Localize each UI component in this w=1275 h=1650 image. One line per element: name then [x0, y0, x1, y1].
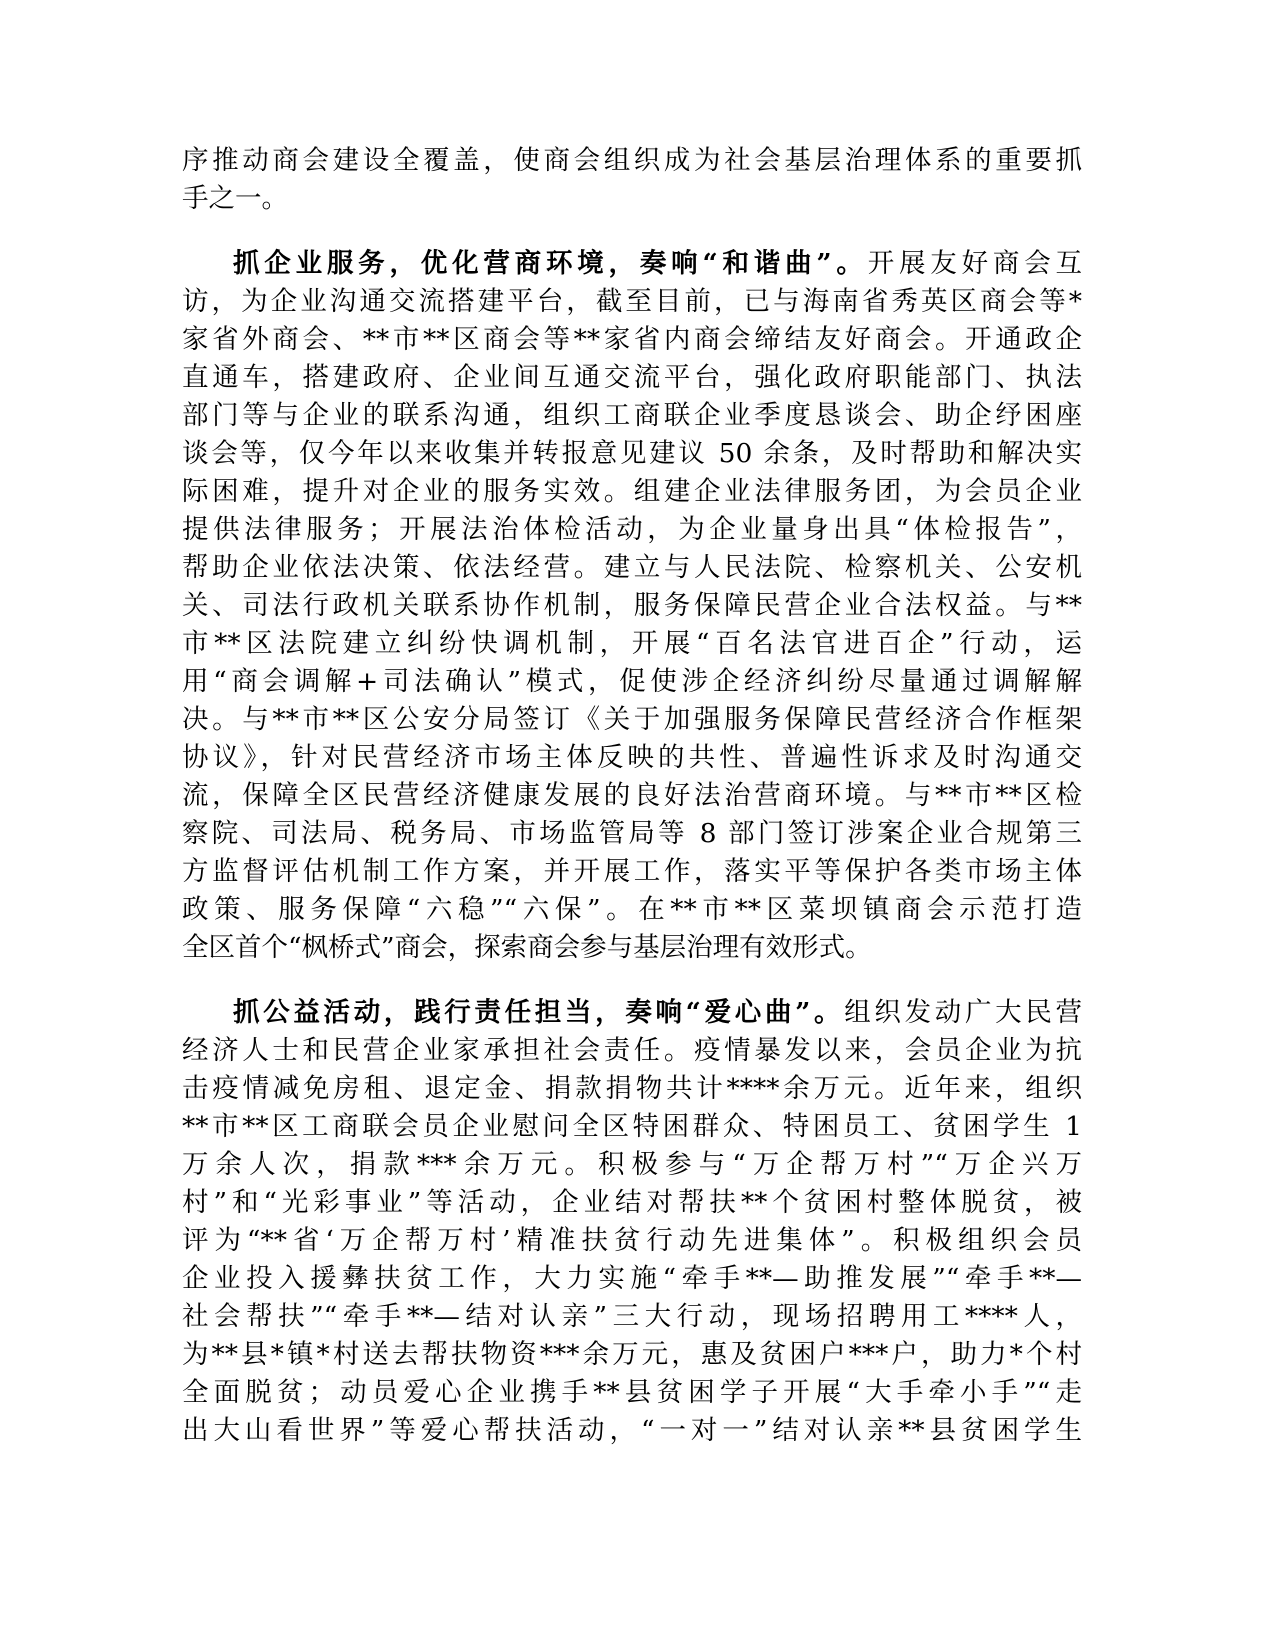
paragraph-line: 协议》，针对民营经济市场主体反映的共性、普遍性诉求及时沟通交 [182, 742, 1082, 773]
paragraph-text: 开展友好商会互 [867, 248, 1082, 279]
paragraph-line: 为**县*镇*村送去帮扶物资***余万元，惠及贫困户***户，助力*个村 [182, 1339, 1082, 1370]
paragraph-line: 关、司法行政机关联系协作机制，服务保障民营企业合法权益。与** [182, 590, 1082, 621]
paragraph-line: 击疫情减免房租、退定金、捐款捐物共计****余万元。近年来，组织 [182, 1073, 1082, 1104]
paragraph-line: 方监督评估机制工作方案，并开展工作，落实平等保护各类市场主体 [182, 856, 1082, 887]
paragraph-line: 决。与**市**区公安分局签订《关于加强服务保障民营经济合作框架 [182, 704, 1082, 735]
paragraph-line: 访，为企业沟通交流搭建平台，截至目前，已与海南省秀英区商会等* [182, 286, 1082, 317]
paragraph-line [233, 245, 1082, 283]
paragraph-line: 用“商会调解+司法确认”模式，促使涉企经济纠纷尽量通过调解解 [182, 666, 1082, 697]
paragraph-line: 帮助企业依法决策、依法经营。建立与人民法院、检察机关、公安机 [182, 552, 1082, 583]
paragraph-line: 流，保障全区民营经济健康发展的良好法治营商环境。与**市**区检 [182, 780, 1082, 811]
section-heading: 抓企业服务，优化营商环境，奏响“和谐曲”。 [233, 248, 868, 279]
paragraph-line: 政策、服务保障“六稳”“六保”。在**市**区菜坝镇商会示范打造 [182, 894, 1082, 925]
paragraph-text: 组织发动广大民营 [844, 997, 1083, 1028]
paragraph-line: 际困难，提升对企业的服务实效。组建企业法律服务团，为会员企业 [182, 476, 1082, 507]
paragraph-line: 手之一。 [182, 183, 288, 214]
paragraph-line: 家省外商会、**市**区商会等**家省内商会缔结友好商会。开通政企 [182, 324, 1082, 355]
paragraph-line: 市**区法院建立纠纷快调机制，开展“百名法官进百企”行动，运 [182, 628, 1082, 659]
paragraph-line: 部门等与企业的联系沟通，组织工商联企业季度恳谈会、助企纾困座 [182, 400, 1082, 431]
paragraph-line: 全区首个“枫桥式”商会，探索商会参与基层治理有效形式。 [182, 932, 872, 963]
paragraph-line: 社会帮扶”“牵手**—结对认亲”三大行动，现场招聘用工****人， [182, 1301, 1082, 1332]
paragraph-line: 直通车，搭建政府、企业间互通交流平台，强化政府职能部门、执法 [182, 362, 1082, 393]
paragraph-line: 经济人士和民营企业家承担社会责任。疫情暴发以来，会员企业为抗 [182, 1035, 1082, 1066]
paragraph-line: 村”和“光彩事业”等活动，企业结对帮扶**个贫困村整体脱贫，被 [182, 1187, 1082, 1218]
paragraph-line: 出大山看世界”等爱心帮扶活动，“一对一”结对认亲**县贫困学生 [182, 1415, 1082, 1446]
paragraph-line: 谈会等，仅今年以来收集并转报意见建议 50 余条，及时帮助和解决实 [182, 438, 1082, 469]
paragraph-line: **市**区工商联会员企业慰问全区特困群众、特困员工、贫困学生 1 [182, 1111, 1082, 1142]
section-heading: 抓公益活动，践行责任担当，奏响“爱心曲”。 [233, 997, 845, 1028]
paragraph-line: 察院、司法局、税务局、市场监管局等 8 部门签订涉案企业合规第三 [182, 818, 1082, 849]
paragraph-line: 万余人次，捐款***余万元。积极参与“万企帮万村”“万企兴万 [182, 1149, 1082, 1180]
paragraph-line [233, 994, 1082, 1032]
paragraph-line: 提供法律服务；开展法治体检活动，为企业量身出具“体检报告”， [182, 514, 1082, 545]
paragraph-line: 评为“**省‘万企帮万村’精准扶贫行动先进集体”。积极组织会员 [182, 1225, 1082, 1256]
paragraph-line: 序推动商会建设全覆盖，使商会组织成为社会基层治理体系的重要抓 [182, 145, 1082, 176]
paragraph-line: 全面脱贫；动员爱心企业携手**县贫困学子开展“大手牵小手”“走 [182, 1377, 1082, 1408]
paragraph-line: 企业投入援彝扶贫工作，大力实施“牵手**—助推发展”“牵手**— [182, 1263, 1082, 1294]
